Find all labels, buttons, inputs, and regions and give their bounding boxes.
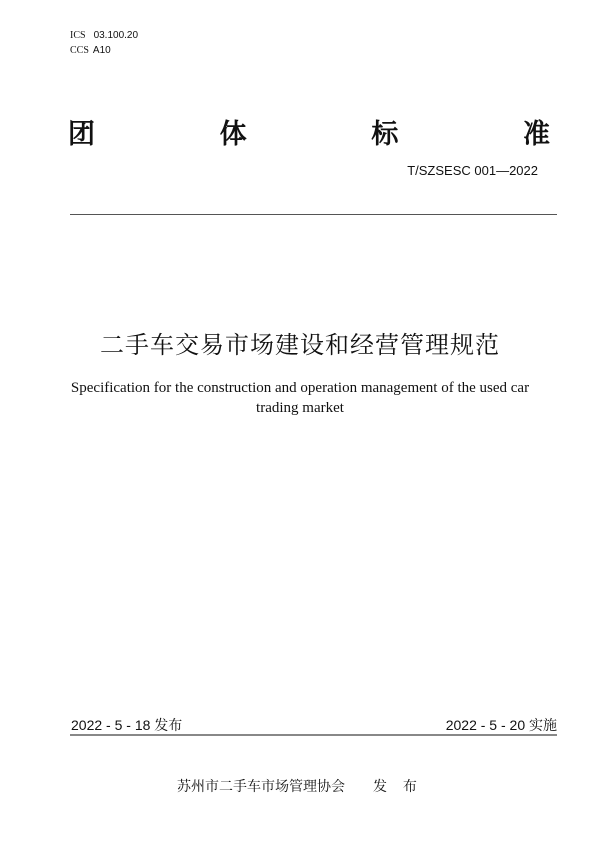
publisher-action: 发 布 bbox=[373, 778, 423, 794]
standard-type-char: 准 bbox=[522, 119, 550, 149]
ccs-label: CCS bbox=[70, 45, 89, 56]
document-title-en: Specification for the construction and operation management of the used car trading market bbox=[70, 380, 530, 416]
ccs-value: A10 bbox=[92, 45, 111, 56]
ccs-line bbox=[70, 45, 111, 56]
standard-type-char: 体 bbox=[219, 119, 247, 149]
publisher-name: 苏州市二手车市场管理协会 bbox=[177, 778, 346, 794]
standard-code: T/SZSESC 001—2022 bbox=[407, 163, 538, 178]
issue-date: 2022 - 5 - 18 发布 bbox=[71, 717, 183, 733]
standard-type-char: 团 bbox=[68, 119, 95, 149]
bottom-divider bbox=[70, 734, 557, 736]
publisher-line bbox=[0, 776, 600, 796]
standard-type-heading bbox=[68, 112, 550, 151]
ics-value: 03.100.20 bbox=[93, 30, 139, 41]
ics-label: ICS bbox=[70, 30, 86, 41]
ics-line bbox=[70, 30, 138, 41]
document-title-cn: 二手车交易市场建设和经营管理规范 bbox=[100, 332, 500, 359]
implementation-date: 2022 - 5 - 20 实施 bbox=[445, 717, 557, 733]
standard-type-char: 标 bbox=[371, 119, 399, 149]
top-divider bbox=[70, 214, 557, 215]
